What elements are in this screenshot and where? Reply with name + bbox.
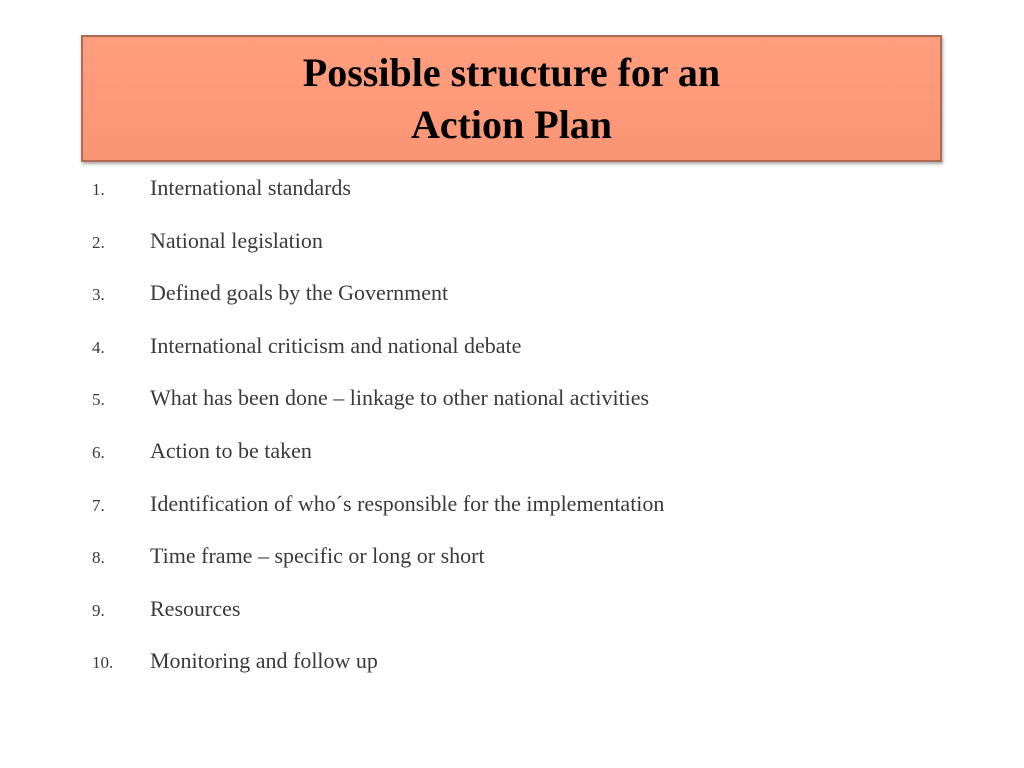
list-item	[92, 641, 972, 694]
list-item	[92, 589, 972, 642]
item-number: 6.	[92, 442, 105, 462]
item-number: 4.	[92, 337, 105, 357]
item-number: 7.	[92, 495, 105, 515]
item-text: International standards	[150, 175, 351, 200]
list-item	[92, 431, 972, 484]
item-text: Defined goals by the Government	[150, 280, 449, 306]
item-text: Monitoring and follow up	[150, 648, 378, 674]
list-item	[92, 168, 972, 221]
item-text: Action to be taken	[150, 437, 312, 463]
list-item	[92, 536, 972, 589]
list-item	[92, 326, 972, 379]
item-text: National legislation	[150, 227, 323, 253]
list-item	[92, 484, 972, 537]
item-text: Time frame – specific or long or short	[150, 543, 485, 569]
list-item	[92, 221, 972, 274]
item-text: Identification of who´s responsible for the implementation	[150, 490, 665, 516]
action-plan-list	[92, 168, 972, 694]
item-number: 9.	[92, 600, 105, 620]
item-text: Resources	[150, 595, 241, 621]
item-number: 10.	[92, 653, 114, 673]
list-item	[92, 273, 972, 326]
item-text: International criticism and national debate	[150, 332, 522, 358]
item-number: 5.	[92, 390, 105, 410]
title-box	[81, 35, 942, 162]
title-line-2: Action Plan	[410, 101, 613, 147]
list-item	[92, 378, 972, 431]
item-number: 3.	[92, 285, 105, 305]
title-line-1: Possible structure for an	[302, 49, 721, 95]
item-number: 2.	[92, 232, 105, 252]
item-number: 8.	[92, 548, 105, 568]
item-text: What has been done – linkage to other national activities	[150, 385, 650, 411]
item-number: 1.	[92, 180, 105, 199]
